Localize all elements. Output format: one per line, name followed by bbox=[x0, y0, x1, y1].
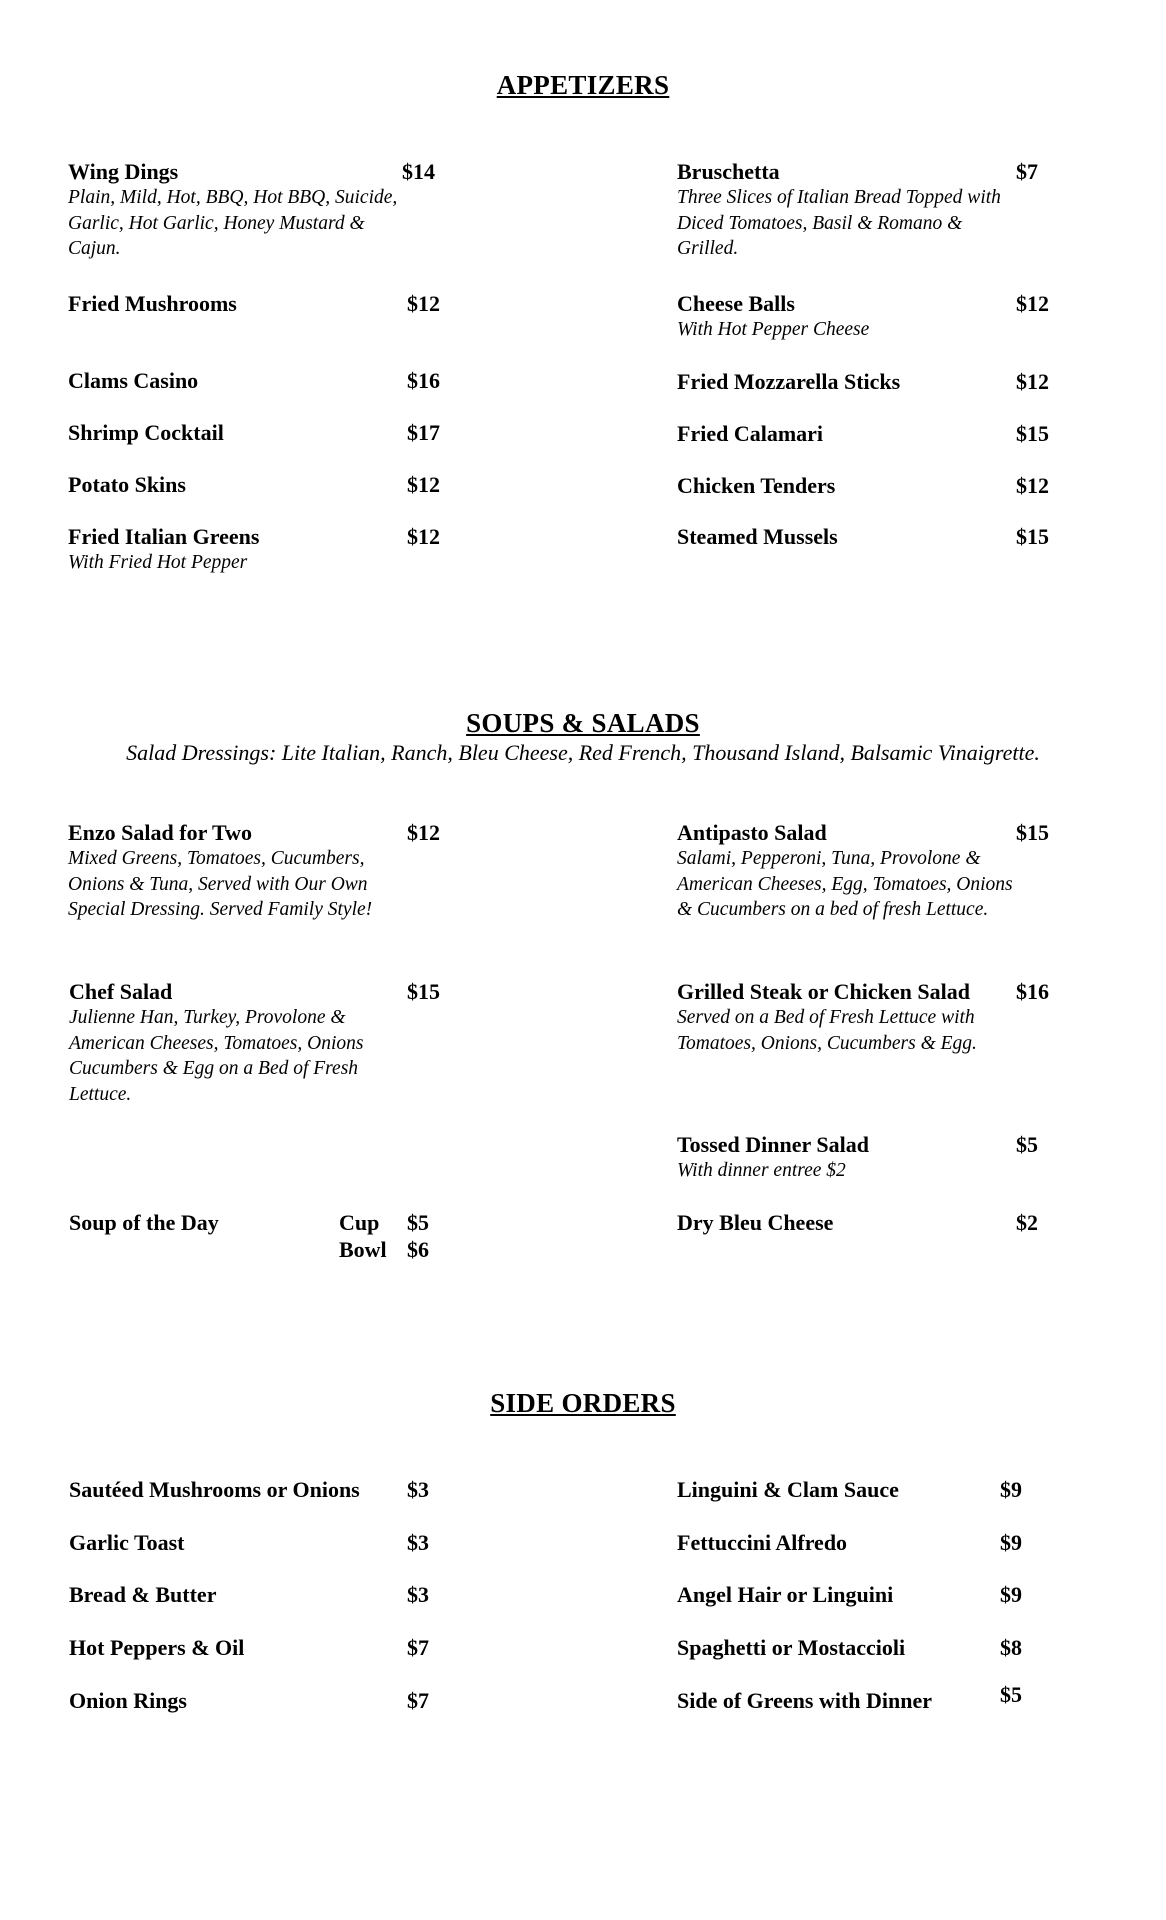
item-price: $3 bbox=[407, 1530, 429, 1555]
item-name: Fettuccini Alfredo bbox=[677, 1530, 848, 1555]
item-description: Served on a Bed of Fresh Lettuce with Tomatoes, Onions, Cucumbers & Egg. bbox=[677, 1007, 977, 1054]
menu-item bbox=[677, 473, 835, 499]
item-price: $12 bbox=[407, 291, 440, 316]
side-orders-heading: SIDE ORDERS bbox=[490, 1388, 676, 1418]
item-description: Mixed Greens, Tomatoes, Cucumbers, Onions & Tuna, Served with Our Own Special Dressing. Served Family Style! bbox=[68, 848, 373, 920]
item-name: Chef Salad bbox=[69, 979, 173, 1004]
menu-item bbox=[677, 291, 1007, 343]
menu-item bbox=[69, 1477, 360, 1503]
item-name: Fried Mozzarella Sticks bbox=[677, 369, 901, 394]
menu-item bbox=[677, 1688, 932, 1714]
item-price: $12 bbox=[1016, 291, 1049, 316]
item-name: Clams Casino bbox=[68, 368, 199, 393]
item-price: $2 bbox=[1016, 1210, 1038, 1235]
item-name: Side of Greens with Dinner bbox=[677, 1688, 933, 1713]
item-name: Bread & Butter bbox=[69, 1582, 217, 1607]
menu-item bbox=[677, 979, 997, 1056]
item-name: Angel Hair or Linguini bbox=[677, 1582, 894, 1607]
item-price: $9 bbox=[1000, 1582, 1022, 1607]
menu-item bbox=[677, 421, 823, 447]
appetizers-heading: APPETIZERS bbox=[496, 70, 670, 100]
bowl-price: $6 bbox=[407, 1237, 429, 1262]
item-price: $15 bbox=[1016, 820, 1049, 845]
item-name: Chicken Tenders bbox=[677, 473, 836, 498]
menu-item bbox=[69, 1582, 216, 1608]
soup-of-the-day bbox=[69, 1210, 219, 1236]
item-description: With Fried Hot Pepper bbox=[68, 552, 248, 573]
item-price: $7 bbox=[407, 1688, 429, 1713]
item-name: Soup of the Day bbox=[69, 1210, 219, 1235]
menu-item bbox=[677, 820, 1017, 923]
item-price: $5 bbox=[1016, 1132, 1038, 1157]
item-name: Fried Calamari bbox=[677, 421, 824, 446]
item-description: Julienne Han, Turkey, Provolone & American Cheeses, Tomatoes, Onions Cucumbers & Egg on a Bed of Fresh Lettuce. bbox=[69, 1007, 364, 1105]
item-name: Enzo Salad for Two bbox=[68, 820, 252, 845]
menu-item bbox=[69, 1635, 244, 1661]
item-price: $16 bbox=[407, 368, 440, 393]
menu-item bbox=[68, 472, 186, 498]
bowl-label: Bowl bbox=[339, 1237, 387, 1262]
item-name: Spaghetti or Mostaccioli bbox=[677, 1635, 906, 1660]
item-name: Garlic Toast bbox=[69, 1530, 185, 1555]
item-name: Sautéed Mushrooms or Onions bbox=[69, 1477, 360, 1502]
item-price: $9 bbox=[1000, 1530, 1022, 1555]
menu-item bbox=[677, 1210, 833, 1236]
menu-item bbox=[69, 1530, 185, 1556]
menu-item bbox=[677, 1132, 869, 1184]
item-price: $3 bbox=[407, 1582, 429, 1607]
cup-price: $5 bbox=[407, 1210, 429, 1235]
item-description: Plain, Mild, Hot, BBQ, Hot BBQ, Suicide, Garlic, Hot Garlic, Honey Mustard & Cajun. bbox=[68, 187, 398, 259]
item-price: $7 bbox=[1016, 159, 1038, 184]
item-price: $12 bbox=[1016, 473, 1049, 498]
menu-item bbox=[677, 1582, 893, 1608]
item-description: Salami, Pepperoni, Tuna, Provolone & American Cheeses, Egg, Tomatoes, Onions & Cucumbers on a bed of fresh Lettuce. bbox=[677, 848, 1013, 920]
item-name: Tossed Dinner Salad bbox=[677, 1132, 869, 1157]
item-price: $5 bbox=[1000, 1682, 1022, 1707]
menu-item bbox=[68, 524, 398, 576]
item-name: Bruschetta bbox=[677, 159, 780, 184]
menu-item bbox=[677, 369, 900, 395]
item-name: Antipasto Salad bbox=[677, 820, 827, 845]
item-name: Fried Mushrooms bbox=[68, 291, 237, 316]
item-price: $12 bbox=[407, 524, 440, 549]
item-name: Steamed Mussels bbox=[677, 524, 838, 549]
item-price: $9 bbox=[1000, 1477, 1022, 1502]
item-name: Grilled Steak or Chicken Salad bbox=[677, 979, 970, 1004]
item-price: $12 bbox=[1016, 369, 1049, 394]
menu-item bbox=[68, 368, 198, 394]
item-price: $15 bbox=[1016, 421, 1049, 446]
item-price: $12 bbox=[407, 472, 440, 497]
menu-item bbox=[69, 1688, 187, 1714]
item-price: $3 bbox=[407, 1477, 429, 1502]
item-price: $14 bbox=[402, 159, 435, 184]
item-description: With dinner entree $2 bbox=[677, 1160, 846, 1181]
item-description: Three Slices of Italian Bread Topped with Diced Tomatoes, Basil & Romano & Grilled. bbox=[677, 187, 1001, 259]
menu-item bbox=[677, 524, 838, 550]
item-price: $15 bbox=[407, 979, 440, 1004]
item-price: $12 bbox=[407, 820, 440, 845]
item-price: $16 bbox=[1016, 979, 1049, 1004]
menu-item bbox=[677, 1635, 905, 1661]
item-price: $17 bbox=[407, 420, 440, 445]
item-name: Shrimp Cocktail bbox=[68, 420, 224, 445]
menu-item bbox=[68, 820, 408, 923]
soups-salads-heading: SOUPS & SALADS bbox=[466, 708, 700, 738]
item-name: Potato Skins bbox=[68, 472, 186, 497]
menu-item bbox=[677, 159, 1012, 262]
salad-dressings-note: Salad Dressings: Lite Italian, Ranch, Bleu Cheese, Red French, Thousand Island, Balsamic Vinaigrette. bbox=[126, 740, 1040, 765]
item-name: Onion Rings bbox=[69, 1688, 187, 1713]
menu-item bbox=[68, 291, 237, 317]
menu-item bbox=[68, 420, 224, 446]
item-price: $7 bbox=[407, 1635, 429, 1660]
item-name: Hot Peppers & Oil bbox=[69, 1635, 245, 1660]
item-name: Dry Bleu Cheese bbox=[677, 1210, 834, 1235]
item-price: $15 bbox=[1016, 524, 1049, 549]
item-name: Wing Dings bbox=[68, 159, 179, 184]
item-name: Linguini & Clam Sauce bbox=[677, 1477, 899, 1502]
menu-item bbox=[677, 1530, 847, 1556]
item-price: $8 bbox=[1000, 1635, 1022, 1660]
item-name: Fried Italian Greens bbox=[68, 524, 260, 549]
cup-label: Cup bbox=[339, 1210, 380, 1235]
menu-item bbox=[677, 1477, 899, 1503]
menu-item bbox=[68, 159, 398, 262]
item-name: Cheese Balls bbox=[677, 291, 795, 316]
item-description: With Hot Pepper Cheese bbox=[677, 319, 870, 340]
menu-item bbox=[69, 979, 399, 1107]
